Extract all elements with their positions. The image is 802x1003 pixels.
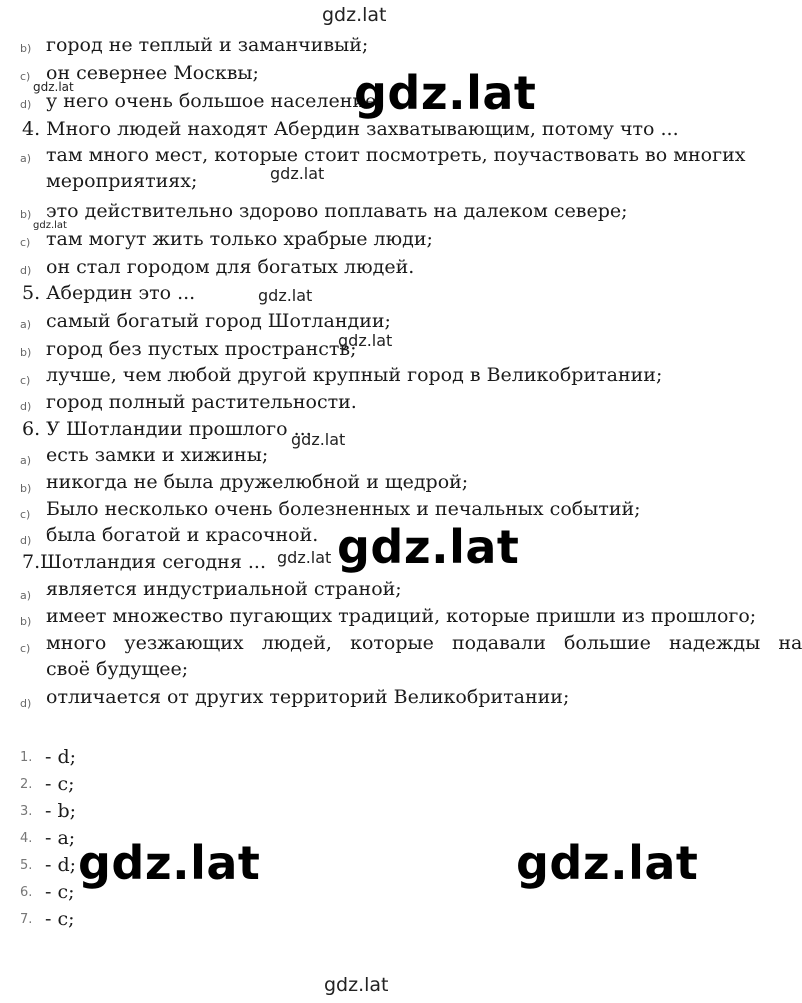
q5-option-d: город полный растительности. [46, 391, 357, 413]
q6-option-a: есть замки и хижины; [46, 444, 269, 466]
option-marker-d: d) [20, 400, 32, 413]
q4-option-a: там много мест, которые стоит посмотреть, поучаствовать во многих [46, 144, 746, 166]
answer-number: 4. [20, 831, 33, 846]
watermark-small: gdz.lat [270, 164, 325, 183]
option-marker-c: c) [20, 642, 31, 655]
q7-option-c: много уезжающих людей, которые подавали большие надежды на [46, 632, 802, 654]
watermark-large: gdz.lat [78, 836, 261, 890]
option-marker-c: c) [20, 374, 31, 387]
answer-value: - c; [45, 881, 75, 903]
option-marker-d: d) [20, 534, 32, 547]
q5-option-c: лучше, чем любой другой крупный город в Великобритании; [46, 364, 663, 386]
q3-option-c: он севернее Москвы; [46, 62, 259, 84]
q5-option-a: самый богатый город Шотландии; [46, 310, 391, 332]
option-marker-a: a) [20, 454, 32, 467]
q4-option-b: это действительно здорово поплавать на далеком севере; [46, 200, 628, 222]
option-marker-d: d) [20, 697, 32, 710]
answer-number: 7. [20, 912, 33, 927]
q7-option-d: отличается от других территорий Великобритании; [46, 686, 570, 708]
q6-option-b: никогда не была дружелюбной и щедрой; [46, 471, 469, 493]
option-marker-c: c) [20, 236, 31, 249]
watermark-small: gdz.lat [277, 548, 332, 567]
answer-number: 3. [20, 804, 33, 819]
q3-option-b: город не теплый и заманчивый; [46, 34, 369, 56]
option-marker-b: b) [20, 42, 32, 55]
option-marker-a: a) [20, 318, 32, 331]
q4-option-d: он стал городом для богатых людей. [46, 256, 415, 278]
q4-option-c: там могут жить только храбрые люди; [46, 228, 433, 250]
q7-option-a: является индустриальной страной; [46, 578, 402, 600]
watermark-small: gdz.lat [258, 286, 313, 305]
option-marker-b: b) [20, 346, 32, 359]
q7-title: 7.Шотландия сегодня ... [22, 551, 266, 573]
option-marker-b: b) [20, 208, 32, 221]
option-marker-d: d) [20, 264, 32, 277]
q6-title: 6. У Шотландии прошлого ... [22, 418, 312, 440]
watermark-large: gdz.lat [516, 836, 699, 890]
answer-value: - c; [45, 908, 75, 930]
q7-option-c-cont: своё будущее; [46, 658, 189, 680]
watermark-small: gdz.lat [338, 331, 393, 350]
q5-option-b: город без пустых пространств; [46, 338, 357, 360]
watermark-top: gdz.lat [322, 4, 387, 26]
watermark-small: gdz.lat [291, 430, 346, 449]
q4-title: 4. Много людей находят Абердин захватывающим, потому что ... [22, 118, 679, 140]
option-marker-c: c) [20, 508, 31, 521]
answer-value: - c; [45, 773, 75, 795]
q5-title: 5. Абердин это ... [22, 282, 196, 304]
watermark-large: gdz.lat [337, 520, 520, 574]
option-marker-c: c) [20, 70, 31, 83]
answer-value: - b; [45, 800, 77, 822]
answer-number: 1. [20, 750, 33, 765]
answer-value: - d; [45, 854, 77, 876]
answer-number: 2. [20, 777, 33, 792]
option-marker-a: a) [20, 589, 32, 602]
answer-value: - a; [45, 827, 76, 849]
option-marker-b: b) [20, 615, 32, 628]
option-marker-b: b) [20, 482, 32, 495]
answer-number: 5. [20, 858, 33, 873]
watermark-large: gdz.lat [354, 66, 537, 120]
answer-number: 6. [20, 885, 33, 900]
watermark-bottom: gdz.lat [324, 974, 389, 996]
answer-value: - d; [45, 746, 77, 768]
q6-option-d: была богатой и красочной. [46, 524, 319, 546]
q4-option-a-cont: мероприятиях; [46, 170, 198, 192]
watermark-small: gdz.lat [33, 80, 74, 94]
q3-option-d: у него очень большое население; [46, 90, 383, 112]
option-marker-d: d) [20, 98, 32, 111]
option-marker-a: a) [20, 152, 32, 165]
watermark-tiny: gdz.lat [33, 220, 67, 231]
q6-option-c: Было несколько очень болезненных и печальных событий; [46, 498, 641, 520]
q7-option-b: имеет множество пугающих традиций, которые пришли из прошлого; [46, 605, 757, 627]
